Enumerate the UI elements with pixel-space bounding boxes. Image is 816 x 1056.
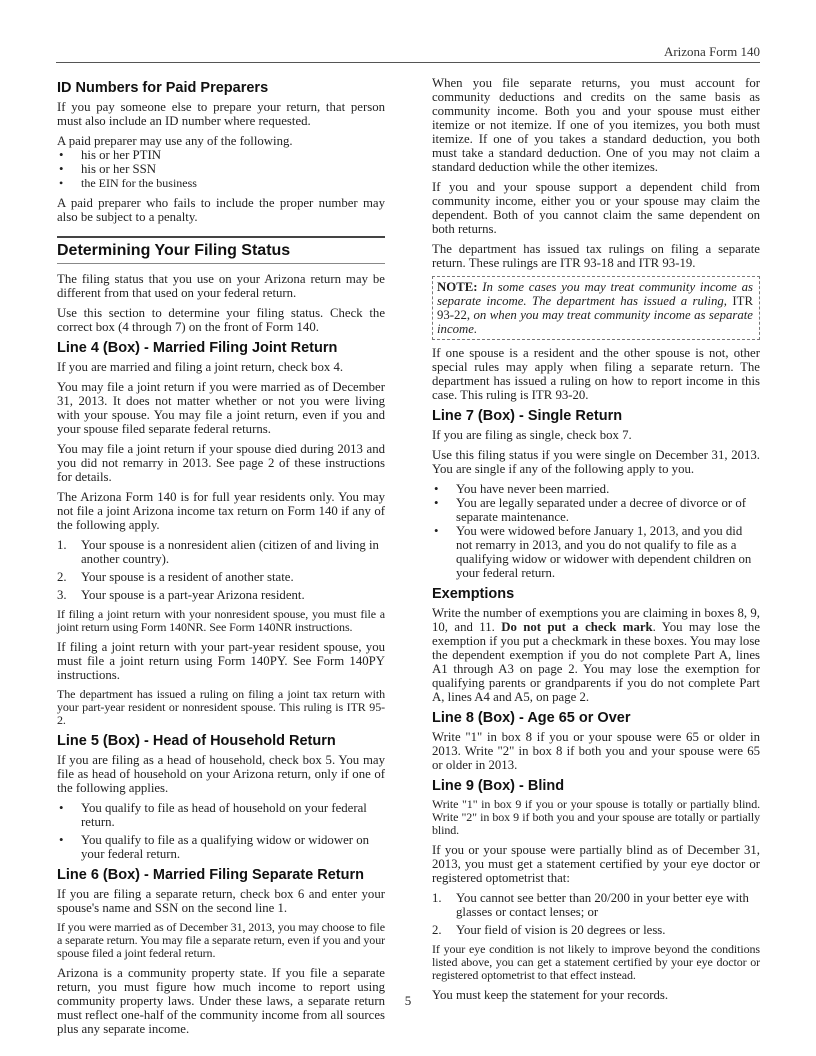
list-text: Your field of vision is 20 degrees or less.	[456, 923, 666, 937]
heading-exemptions: Exemptions	[432, 586, 515, 602]
list-item	[432, 891, 760, 919]
heading-id-numbers: ID Numbers for Paid Preparers	[57, 80, 269, 96]
paragraph: A paid preparer may use any of the following.	[57, 134, 293, 148]
heading-line-8: Line 8 (Box) - Age 65 or Over	[432, 710, 631, 726]
paragraph: Use this filing status if you were single on December 31, 2013. You are single if any of the following apply to you.	[432, 448, 760, 476]
paragraph: If you are filing a separate return, check box 6 and enter your spouse's name and SSN on the second line 1.	[57, 887, 385, 915]
numbered-list-joint-exclusions	[57, 538, 385, 602]
list-number: 3.	[57, 588, 67, 602]
list-text: You cannot see better than 20/200 in your better eye with glasses or contact lenses; or	[456, 891, 749, 919]
paragraph: If filing a joint return with your part-year resident spouse, you must file a joint return using Form 140PY. See Form 140PY instructions.	[57, 640, 385, 682]
list-number: 1.	[57, 538, 67, 552]
paragraph: If filing a joint return with your nonresident spouse, you must file a joint return using Form 140NR. See Form 140NR instructions.	[57, 607, 385, 634]
paragraph: The department has issued tax rulings on filing a separate return. These rulings are ITR 93-18 and ITR 93-19.	[432, 242, 760, 270]
heading-line-9: Line 9 (Box) - Blind	[432, 778, 565, 794]
paragraph: If you and your spouse support a dependent child from community income, either you or your spouse may claim the dependent. Both of you cannot claim the same dependent on both returns.	[432, 180, 760, 236]
note-reference: ITR 93-22,	[437, 294, 753, 322]
list-item	[432, 923, 760, 937]
heading-line-5: Line 5 (Box) - Head of Household Return	[57, 733, 336, 749]
note-label: NOTE:	[437, 280, 478, 294]
note-box	[432, 276, 760, 340]
paragraph: If one spouse is a resident and the other spouse is not, other special rules may apply when filing a separate return. The department has issued a ruling on how to report income in this case. This ruling is ITR 93-20.	[432, 346, 760, 402]
paragraph	[432, 606, 760, 704]
paragraph: The filing status that you use on your Arizona return may be different from that used on your federal return.	[57, 272, 385, 300]
list-item: • You were widowed before January 1, 2013, and you did not remarry in 2013, and you do not qualify to file as a qualifying widow or widower with dependent children on your federal return.	[432, 524, 760, 580]
list-number: 1.	[432, 891, 442, 905]
heading-line-7: Line 7 (Box) - Single Return	[432, 408, 623, 424]
list-item	[57, 538, 385, 566]
paragraph: Arizona is a community property state. If you file a separate return, you must figure how much income to report using community property laws. Under these laws, a separate return must reflect one-half of the community income from all sources plus any separate income.	[57, 966, 385, 1036]
paragraph: Write "1" in box 8 if you or your spouse were 65 or older in 2013. Write "2" in box 8 if both you and your spouse were 65 or older in 2013.	[432, 730, 760, 772]
numbered-list-blind	[432, 891, 760, 937]
paragraph: If you are filing as a head of household, check box 5. You may file as head of household on your Arizona return, only if one of the following applies.	[57, 753, 385, 795]
list-item: • his or her PTIN	[57, 148, 385, 162]
list-text: Your spouse is a nonresident alien (citizen of and living in another country).	[81, 538, 379, 566]
paragraph: Use this section to determine your filing status. Check the correct box (4 through 7) on the front of Form 140.	[57, 306, 385, 334]
heading-line-4: Line 4 (Box) - Married Filing Joint Return	[57, 340, 338, 356]
paragraph: The Arizona Form 140 is for full year residents only. You may not file a joint Arizona income tax return on Form 140 if any of the following apply.	[57, 490, 385, 532]
list-item: • his or her SSN	[57, 162, 385, 176]
bullet-list-head-of-household	[57, 801, 385, 861]
note-text: on when you may treat community income as separate income.	[437, 308, 753, 336]
list-item: • You are legally separated under a decree of divorce or of separate maintenance.	[432, 496, 760, 524]
text-run: . You may lose the exemption if you put a checkmark in these boxes. You may lose the dependent exemption if you do not complete Part A, lines A1 through A3 on page 2. You may lose the exemption for qualifying parents or grandparents if you do not complete Part A, lines A4 and A5, on page 2.	[432, 620, 760, 704]
header-rule	[56, 62, 760, 63]
list-item	[57, 570, 385, 584]
list-item: • You have never been married.	[432, 482, 760, 496]
paragraph: If you pay someone else to prepare your return, that person must also include an ID number where requested.	[57, 100, 385, 128]
paragraph: A paid preparer who fails to include the proper number may also be subject to a penalty.	[57, 196, 385, 224]
paragraph: If you are married and filing a joint return, check box 4.	[57, 360, 344, 374]
page-number: 5	[404, 993, 412, 1008]
note-text: In some cases you may treat community income as separate income. The department has issued a ruling,	[437, 280, 753, 308]
text-run: Write the number of exemptions you are claiming in boxes 8, 9, 10, and 11.	[432, 606, 760, 634]
list-item: • You qualify to file as a qualifying widow or widower on your federal return.	[57, 833, 385, 861]
heading-filing-status: Determining Your Filing Status	[57, 236, 385, 264]
paragraph: You may file a joint return if your spouse died during 2013 and you did not remarry in 2013. See page 2 of these instructions for details.	[57, 442, 385, 484]
paragraph: If you or your spouse were partially blind as of December 31, 2013, you must get a statement certified by your eye doctor or registered optometrist that:	[432, 843, 760, 885]
bullet-list-id-types	[57, 148, 385, 190]
bullet-list-single	[432, 482, 760, 580]
running-head: Arizona Form 140	[663, 44, 760, 59]
list-item: • the EIN for the business	[57, 176, 385, 190]
heading-line-6: Line 6 (Box) - Married Filing Separate Return	[57, 867, 364, 883]
list-item	[57, 588, 385, 602]
left-column	[57, 76, 385, 1042]
paragraph: You must keep the statement for your records.	[432, 988, 669, 1002]
list-text: Your spouse is a part-year Arizona resident.	[81, 588, 305, 602]
paragraph: When you file separate returns, you must account for community deductions and credits on the same basis as community income. Both you and your spouse must either itemize or not itemize. If one of you itemizes, you both must itemize. If one of you takes a standard deduction, you both must take a standard deduction. One of you may not claim a standard deduction while the other itemizes.	[432, 76, 760, 174]
paragraph: If you are filing as single, check box 7.	[432, 428, 632, 442]
paragraph: Write "1" in box 9 if you or your spouse is totally or partially blind. Write "2" in box 9 if both you and your spouse are totally or partially blind.	[432, 797, 760, 837]
list-number: 2.	[57, 570, 67, 584]
emphasis-text: Do not put a check mark	[501, 620, 653, 634]
paragraph: If you were married as of December 31, 2013, you may choose to file a separate return. You may file a separate return, even if you and your spouse filed a joint federal return.	[57, 920, 385, 960]
list-number: 2.	[432, 923, 442, 937]
list-text: Your spouse is a resident of another state.	[81, 570, 294, 584]
right-column	[432, 76, 760, 1008]
list-item: • You qualify to file as head of household on your federal return.	[57, 801, 385, 829]
paragraph: You may file a joint return if you were married as of December 31, 2013. It does not matter whether or not you were living with your spouse. You may file a joint return, even if you and your spouse filed separate federal returns.	[57, 380, 385, 436]
paragraph: If your eye condition is not likely to improve beyond the conditions listed above, you can get a statement certified by your eye doctor or registered optometrist to that effect instead.	[432, 942, 760, 982]
paragraph: The department has issued a ruling on filing a joint tax return with your part-year resident or nonresident spouse. This ruling is ITR 95-2.	[57, 687, 385, 727]
